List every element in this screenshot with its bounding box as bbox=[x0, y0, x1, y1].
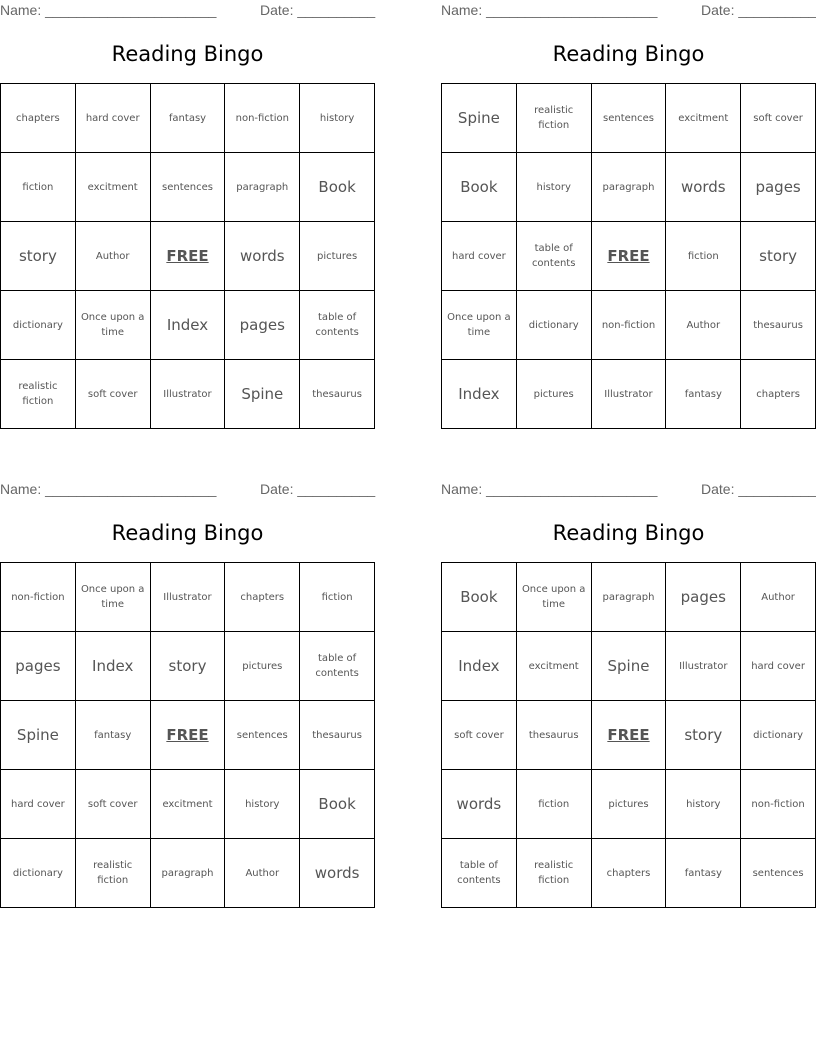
bingo-cell: thesaurus bbox=[516, 701, 591, 770]
bingo-cell: Once upon a time bbox=[75, 291, 150, 360]
bingo-cell: soft cover bbox=[741, 84, 816, 153]
bingo-cell: fiction bbox=[666, 222, 741, 291]
bingo-grid bbox=[441, 83, 816, 429]
bingo-card-3 bbox=[0, 479, 376, 886]
bingo-cell: fantasy bbox=[666, 839, 741, 908]
date-field-label: Date: __________ bbox=[701, 481, 816, 497]
bingo-cell: non-fiction bbox=[225, 84, 300, 153]
bingo-cell: Index bbox=[75, 632, 150, 701]
bingo-cell: Illustrator bbox=[666, 632, 741, 701]
bingo-cell: dictionary bbox=[1, 291, 76, 360]
bingo-cell: pages bbox=[1, 632, 76, 701]
bingo-cell: Index bbox=[150, 291, 225, 360]
bingo-cell: dictionary bbox=[741, 701, 816, 770]
bingo-cell: non-fiction bbox=[1, 563, 76, 632]
card-header bbox=[0, 0, 375, 20]
bingo-cell: sentences bbox=[591, 84, 666, 153]
bingo-cell: table of contents bbox=[300, 632, 375, 701]
card-header bbox=[441, 479, 816, 499]
bingo-cell: Once upon a time bbox=[75, 563, 150, 632]
free-space: FREE bbox=[591, 222, 666, 291]
bingo-cell: chapters bbox=[741, 360, 816, 429]
date-field-label: Date: __________ bbox=[260, 2, 376, 18]
bingo-cell: Illustrator bbox=[591, 360, 666, 429]
bingo-cell: paragraph bbox=[150, 839, 225, 908]
card-title: Reading Bingo bbox=[552, 521, 705, 545]
card-title: Reading Bingo bbox=[552, 42, 705, 66]
bingo-cell: sentences bbox=[741, 839, 816, 908]
bingo-cell: pages bbox=[741, 153, 816, 222]
bingo-cell: story bbox=[741, 222, 816, 291]
bingo-cell: history bbox=[666, 770, 741, 839]
bingo-cell: hard cover bbox=[442, 222, 517, 291]
bingo-cell: Spine bbox=[1, 701, 76, 770]
bingo-cell: pictures bbox=[591, 770, 666, 839]
bingo-cell: Author bbox=[75, 222, 150, 291]
bingo-cell: fiction bbox=[300, 563, 375, 632]
bingo-cell: excitment bbox=[75, 153, 150, 222]
bingo-cell: thesaurus bbox=[741, 291, 816, 360]
bingo-cell: paragraph bbox=[591, 563, 666, 632]
name-field-label: Name: ______________________ bbox=[441, 2, 658, 18]
bingo-cell: non-fiction bbox=[591, 291, 666, 360]
bingo-cell: soft cover bbox=[442, 701, 517, 770]
bingo-cell: thesaurus bbox=[300, 360, 375, 429]
bingo-cell: chapters bbox=[591, 839, 666, 908]
bingo-cell: realistic fiction bbox=[516, 84, 591, 153]
bingo-cell: chapters bbox=[225, 563, 300, 632]
bingo-cell: words bbox=[442, 770, 517, 839]
bingo-cell: table of contents bbox=[516, 222, 591, 291]
date-field-label: Date: __________ bbox=[701, 2, 816, 18]
bingo-cell: excitment bbox=[666, 84, 741, 153]
card-title: Reading Bingo bbox=[111, 521, 264, 545]
bingo-cell: history bbox=[300, 84, 375, 153]
bingo-grid bbox=[0, 83, 375, 429]
bingo-cell: sentences bbox=[225, 701, 300, 770]
bingo-cell: Index bbox=[442, 360, 517, 429]
bingo-cell: excitment bbox=[516, 632, 591, 701]
bingo-cell: Once upon a time bbox=[442, 291, 517, 360]
bingo-cell: history bbox=[516, 153, 591, 222]
bingo-cell: Author bbox=[666, 291, 741, 360]
name-field-label: Name: ______________________ bbox=[441, 481, 658, 497]
bingo-cell: thesaurus bbox=[300, 701, 375, 770]
bingo-cell: Once upon a time bbox=[516, 563, 591, 632]
name-field-label: Name: ______________________ bbox=[0, 481, 217, 497]
bingo-cell: table of contents bbox=[442, 839, 517, 908]
bingo-cell: pictures bbox=[300, 222, 375, 291]
bingo-card-1 bbox=[0, 0, 376, 407]
bingo-cell: dictionary bbox=[516, 291, 591, 360]
bingo-cell: soft cover bbox=[75, 770, 150, 839]
free-space: FREE bbox=[150, 701, 225, 770]
bingo-cell: story bbox=[150, 632, 225, 701]
bingo-cell: Book bbox=[300, 153, 375, 222]
card-title: Reading Bingo bbox=[111, 42, 264, 66]
free-space: FREE bbox=[591, 701, 666, 770]
bingo-cell: non-fiction bbox=[741, 770, 816, 839]
bingo-cell: sentences bbox=[150, 153, 225, 222]
name-field-label: Name: ______________________ bbox=[0, 2, 217, 18]
bingo-cell: words bbox=[300, 839, 375, 908]
bingo-cell: soft cover bbox=[75, 360, 150, 429]
bingo-cell: dictionary bbox=[1, 839, 76, 908]
bingo-cell: hard cover bbox=[741, 632, 816, 701]
bingo-grid bbox=[0, 562, 375, 908]
bingo-cell: pictures bbox=[516, 360, 591, 429]
bingo-cell: paragraph bbox=[225, 153, 300, 222]
bingo-card-2 bbox=[441, 0, 816, 403]
bingo-cell: fantasy bbox=[666, 360, 741, 429]
date-field-label: Date: __________ bbox=[260, 481, 376, 497]
bingo-cell: fantasy bbox=[75, 701, 150, 770]
bingo-cell: realistic fiction bbox=[516, 839, 591, 908]
bingo-cell: story bbox=[666, 701, 741, 770]
bingo-cell: chapters bbox=[1, 84, 76, 153]
bingo-cell: table of contents bbox=[300, 291, 375, 360]
bingo-cell: pictures bbox=[225, 632, 300, 701]
bingo-cell: hard cover bbox=[1, 770, 76, 839]
bingo-cell: fantasy bbox=[150, 84, 225, 153]
bingo-cell: Author bbox=[741, 563, 816, 632]
bingo-cell: Author bbox=[225, 839, 300, 908]
bingo-cell: fiction bbox=[516, 770, 591, 839]
card-header bbox=[0, 479, 375, 499]
bingo-cell: Spine bbox=[442, 84, 517, 153]
bingo-cell: history bbox=[225, 770, 300, 839]
bingo-cell: pages bbox=[225, 291, 300, 360]
bingo-cell: Book bbox=[442, 153, 517, 222]
bingo-cell: Spine bbox=[591, 632, 666, 701]
bingo-cell: Index bbox=[442, 632, 517, 701]
bingo-cell: realistic fiction bbox=[75, 839, 150, 908]
bingo-cell: story bbox=[1, 222, 76, 291]
free-space: FREE bbox=[150, 222, 225, 291]
bingo-cell: pages bbox=[666, 563, 741, 632]
bingo-card-4 bbox=[441, 479, 816, 886]
bingo-cell: realistic fiction bbox=[1, 360, 76, 429]
bingo-cell: Book bbox=[300, 770, 375, 839]
card-header bbox=[441, 0, 816, 20]
bingo-cell: Illustrator bbox=[150, 360, 225, 429]
bingo-cell: fiction bbox=[1, 153, 76, 222]
bingo-cell: Spine bbox=[225, 360, 300, 429]
bingo-grid bbox=[441, 562, 816, 908]
bingo-cell: words bbox=[666, 153, 741, 222]
bingo-cell: excitment bbox=[150, 770, 225, 839]
bingo-cell: Book bbox=[442, 563, 517, 632]
bingo-cell: paragraph bbox=[591, 153, 666, 222]
bingo-cell: hard cover bbox=[75, 84, 150, 153]
bingo-cell: words bbox=[225, 222, 300, 291]
bingo-cell: Illustrator bbox=[150, 563, 225, 632]
